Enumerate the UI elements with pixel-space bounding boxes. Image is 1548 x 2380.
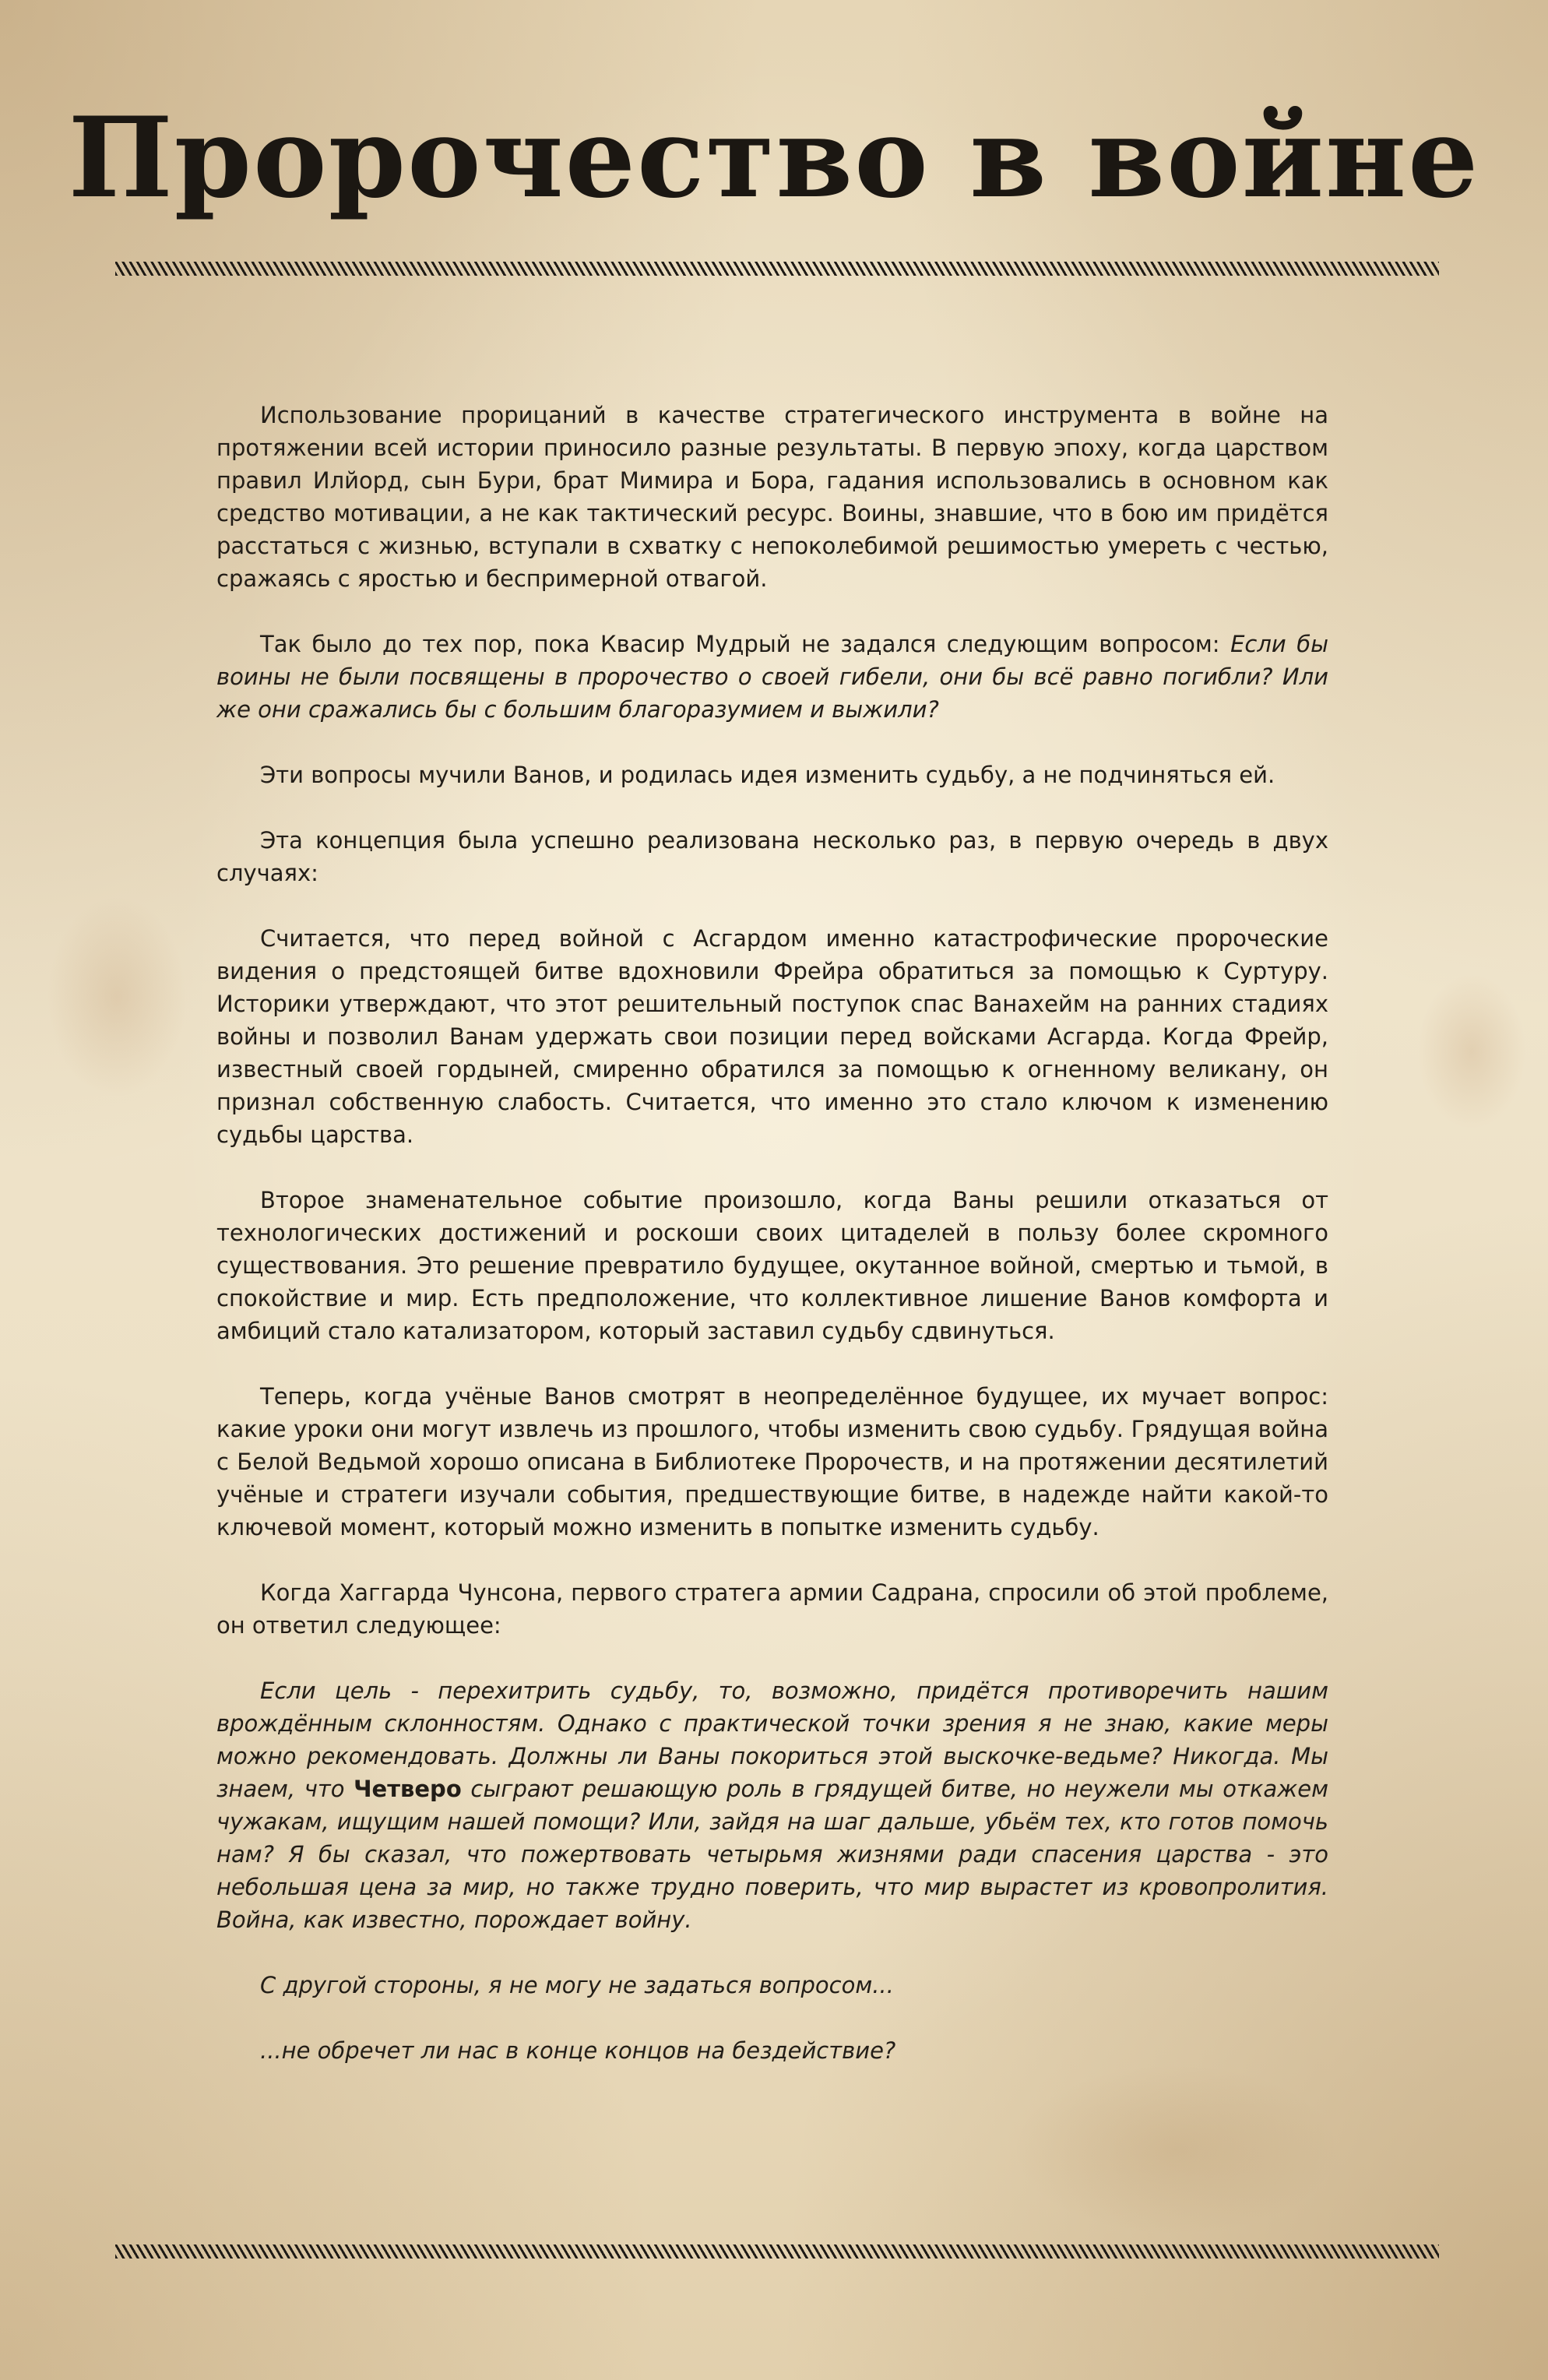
bottom-divider (115, 2244, 1439, 2259)
paragraph-2-text: Так было до тех пор, пока Квасир Мудрый не задался следующим вопросом: (260, 631, 1231, 657)
paragraph-5 (216, 922, 1328, 1151)
article-body (216, 399, 1328, 2100)
paragraph-7 (216, 1380, 1328, 1544)
paragraph-3 (216, 759, 1328, 791)
paragraph-1-text: Использование прорицаний в качестве стратегического инструмента в войне на протяжении всей истории приносило разные результаты. В первую эпоху, когда царством правил Илйорд, сын Бури, брат Мимира и Бора, гадания использовались в основном как средство мотивации, а не как тактический ресурс. Воины, знавшие, что в бою им придётся расстаться с жизнью, вступали в схватку с непоколебимой решимостью умереть с честью, сражаясь с яростью и беспримерной отвагой. (216, 402, 1328, 592)
quote-text-start: Если цель - перехитрить судьбу, то, возможно, придётся противоречить нашим врождённым склонностям. Однако с практической точки зрения я не знаю, какие меры можно рекомендовать. Должны ли Ваны покориться этой выскочке-ведьме? Никогда. Мы знаем, что (216, 1678, 1328, 1802)
quote-paragraph (216, 1674, 1328, 1936)
paragraph-2 (216, 628, 1328, 726)
quote-2-text: С другой стороны, я не могу не задаться вопросом... (260, 1972, 894, 1998)
paragraph-1 (216, 399, 1328, 595)
paper-stain (47, 896, 187, 1098)
quote-bold-word: Четверо (354, 1776, 462, 1802)
paragraph-3-text: Эти вопросы мучили Ванов, и родилась идея изменить судьбу, а не подчиняться ей. (260, 762, 1275, 788)
quote-3-text: ...не обречет ли нас в конце концов на бездействие? (260, 2037, 896, 2064)
paragraph-4 (216, 824, 1328, 889)
paragraph-5-text: Считается, что перед войной с Асгардом именно катастрофические пророческие видения о предстоящей битве вдохновили Фрейра обратиться за помощью к Суртуру. Историки утверждают, что этот решительный поступок спас Ванахейм на ранних стадиях войны и позволил Ванам удержать свои позиции перед войсками Асгарда. Когда Фрейр, известный своей гордыней, смиренно обратился за помощью к огненному великану, он признал собственную слабость. Считается, что именно это стало ключом к изменению судьбы царства. (216, 925, 1328, 1148)
quote-paragraph-2 (216, 1969, 1328, 2002)
paragraph-4-text: Эта концепция была успешно реализована несколько раз, в первую очередь в двух случаях: (216, 827, 1328, 886)
quote-text-end: сыграют решающую роль в грядущей битве, но неужели мы откажем чужакам, ищущим нашей помощи? Или, зайдя на шаг дальше, убьём тех, кто готов помочь нам? Я бы сказал, что пожертвовать четырьмя жизнями ради спасения царства - это небольшая цена за мир, но также трудно поверить, что мир вырастет из кровопролития. Война, как известно, порождает войну. (216, 1776, 1328, 1933)
quote-paragraph-3 (216, 2034, 1328, 2067)
paragraph-7-text: Теперь, когда учёные Ванов смотрят в неопределённое будущее, их мучает вопрос: какие уроки они могут извлечь из прошлого, чтобы изменить свою судьбу. Грядущая война с Белой Ведьмой хорошо описана в Библиотеке Пророчеств, и на протяжении десятилетий учёные и стратеги изучали события, предшествующие битве, в надежде найти какой-то ключевой момент, который можно изменить в попытке изменить судьбу. (216, 1383, 1328, 1540)
paragraph-2-question: Если бы воины не были посвящены в пророчество о своей гибели, они бы всё равно погибли? Или же они сражались бы с большим благоразумием и выжили? (216, 631, 1328, 723)
paragraph-8-text: Когда Хаггарда Чунсона, первого стратега армии Садрана, спросили об этой проблеме, он ответил следующее: (216, 1579, 1328, 1639)
paragraph-8 (216, 1576, 1328, 1642)
page-title: Пророчество в войне (68, 93, 1480, 223)
paper-stain (1417, 973, 1526, 1129)
top-divider (115, 262, 1439, 276)
paragraph-6 (216, 1184, 1328, 1347)
paragraph-6-text: Второе знаменательное событие произошло, когда Ваны решили отказаться от технологических достижений и роскоши своих цитаделей в пользу более скромного существования. Это решение превратило будущее, окутанное войной, смертью и тьмой, в спокойствие и мир. Есть предположение, что коллективное лишение Ванов комфорта и амбиций стало катализатором, который заставил судьбу сдвинуться. (216, 1187, 1328, 1344)
